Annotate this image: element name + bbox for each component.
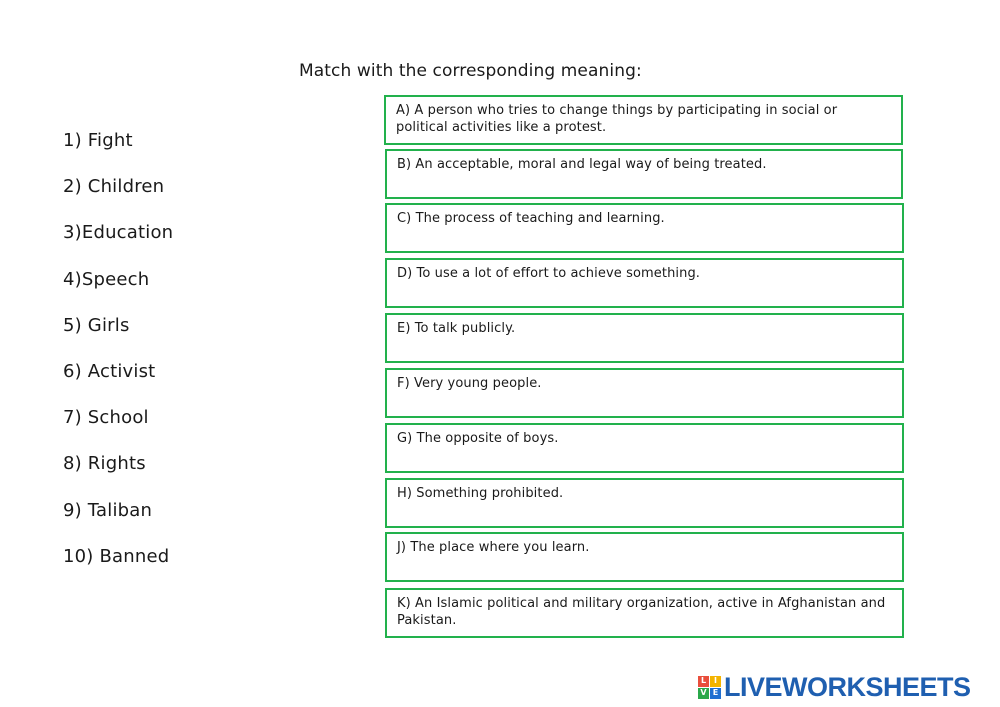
definition-box-j[interactable]: J) The place where you learn. (385, 532, 904, 582)
definition-box-b[interactable]: B) An acceptable, moral and legal way of being treated. (385, 149, 903, 199)
definition-box-e[interactable]: E) To talk publicly. (385, 313, 904, 363)
word-item: 10) Banned (63, 545, 170, 567)
word-item: 9) Taliban (63, 499, 153, 521)
definition-box-d[interactable]: D) To use a lot of effort to achieve something. (385, 258, 904, 308)
word-item: 5) Girls (63, 314, 130, 336)
definition-box-h[interactable]: H) Something prohibited. (385, 478, 904, 528)
logo-letter: L (698, 676, 709, 687)
word-item: 2) Children (63, 176, 165, 198)
word-item: 3)Education (63, 222, 174, 244)
word-item: 1) Fight (63, 130, 133, 151)
definition-box-c[interactable]: C) The process of teaching and learning. (385, 203, 904, 253)
word-list (63, 128, 173, 590)
logo-mark-icon (698, 676, 721, 699)
word-item: 8) Rights (63, 453, 146, 475)
page-title: Match with the corresponding meaning: (299, 61, 642, 81)
logo-letter: V (698, 688, 709, 699)
word-item: 6) Activist (63, 360, 156, 382)
definition-box-a[interactable]: A) A person who tries to change things by participating in social or political activities like a protest. (384, 95, 903, 145)
logo-letter: E (710, 688, 721, 699)
brand-name: LIVEWORKSHEETS (724, 671, 971, 702)
logo-letter: I (710, 676, 721, 687)
definition-box-g[interactable]: G) The opposite of boys. (385, 423, 904, 473)
word-item: 4)Speech (63, 268, 150, 290)
definition-box-k[interactable]: K) An Islamic political and military organization, active in Afghanistan and Pakistan. (385, 588, 904, 638)
liveworksheets-logo (698, 672, 971, 702)
word-item: 7) School (63, 407, 149, 429)
definition-box-f[interactable]: F) Very young people. (385, 368, 904, 418)
